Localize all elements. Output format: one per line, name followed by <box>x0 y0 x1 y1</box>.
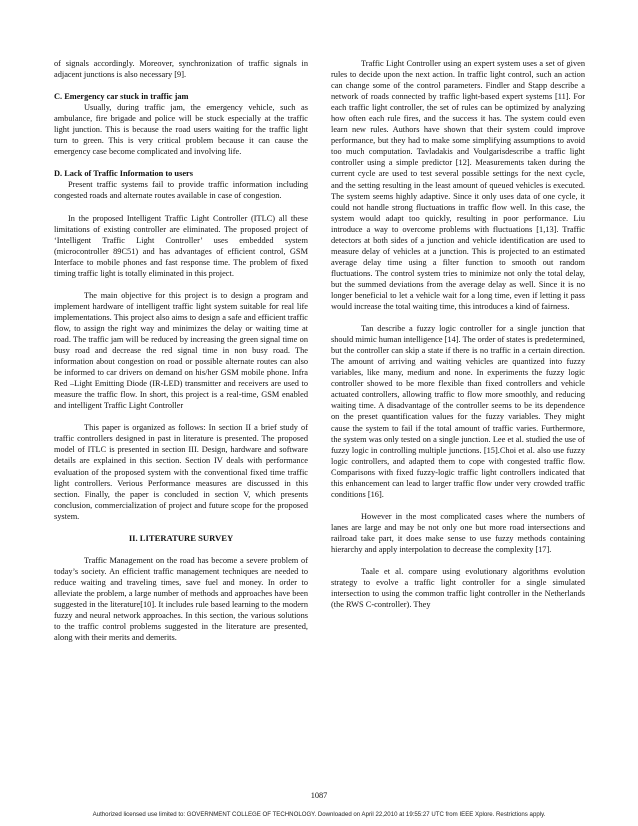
paragraph: Traffic Management on the road has become a severe problem of today’s society. An efficient traffic management techniques are needed to reduce waiting and traveling times, save fuel and money. In order to alleviate the problem, a large number of methods and approaches have been suggested in the literature[10]. It includes rule based learning to the modern fuzzy and neural network approaches. In this section, the various solutions to the traffic control problems suggested in the literature are presented, along with their merits and demerits. <box>54 555 308 643</box>
paragraph: of signals accordingly. Moreover, synchronization of traffic signals in adjacent junctions is also necessary [9]. <box>54 59 308 80</box>
right-column <box>331 58 585 610</box>
paragraph: Traffic Light Controller using an expert system uses a set of given rules to decide upon the next action. In traffic light control, such an action can change some of the control parameters. Findler and Stapp describe a network of roads connected by traffic light-based expert systems [11]. For each traffic light controller, the set of rules can be optimized by analyzing how often each rule fires, and the success it has. The system could even learn new rules. Authors have shown that their system could improve performance, but they had to make some simplifying assumptions to avoid too much computation. Tavladakis and Voulgarisdescribe a traffic light controller using a simple predictor [12]. Measurements taken during the current cycle are used to test several possible settings for the next cycle, and the setting resulting in the least amount of queued vehicles is executed. The system seems highly adaptive. Since it only uses data of one cycle, it could not handle strong fluctuations in traffic flow well. In this case, the system would adapt too quickly, resulting in poor performance. Liu introduce a way to overcome problems with fluctuations [1,13]. Traffic detectors at both sides of a junction and vehicle identification are used to measure delay of vehicles at a junction. This is projected to an estimated average delay time using a filter function to smooth out random fluctuations. The control system tries to minimize not only the total delay, but the summed deviations from the average delay as well. Since it is no longer beneficial to let a vehicle wait for a long time, even if letting it pass would increase the total waiting time, this introduces a kind of fairness. <box>331 59 585 312</box>
section-heading-literature-survey: II. LITERATURE SURVEY <box>128 532 234 543</box>
license-footer: Authorized licensed use limited to: GOVERNMENT COLLEGE OF TECHNOLOGY. Downloaded on April 22,2010 at 19:55:27 UTC from IEEE Xplore. Restrictions apply. <box>92 811 546 818</box>
left-column <box>54 58 308 654</box>
section-heading-d: D. Lack of Traffic Information to users <box>54 169 193 179</box>
paragraph: In the proposed Intelligent Traffic Light Controller (ITLC) all these limitations of existing controller are eliminated. The proposed project of ‘Intelligent Traffic Light Controller’ uses embedded system (microcontroller 89C51) and has advantages of efficient control, GSM Interface to mobile phones and fast response time. The problem of fixed timing traffic light is totally eliminated in this project. <box>54 213 308 278</box>
paragraph: Present traffic systems fail to provide traffic information including congested roads and alternate routes available in case of congestion. <box>54 180 308 201</box>
paragraph: However in the most complicated cases where the numbers of lanes are large and may be not only one but more road intersections and railroad take part, it does make sense to use fuzzy methods containing hierarchy and apply interpolation to decrease the complexity [17]. <box>331 511 585 554</box>
page-number: 1087 <box>310 791 328 800</box>
paragraph: Usually, during traffic jam, the emergency vehicle, such as ambulance, fire brigade and police will be stuck especially at the traffic light junction. This is because the road users waiting for the traffic light turn to green. This is very critical problem because it can cause the emergency case become complicated and involving life. <box>54 103 308 157</box>
section-heading-c: C. Emergency car stuck in traffic jam <box>54 92 189 102</box>
paragraph: This paper is organized as follows: In section II a brief study of traffic controllers designed in past in literature is presented. The proposed model of ITLC is presented in section III. Design, hardware and software details are explained in this section. Section IV deals with performance evaluation of the proposed system with the conventional fixed time traffic light controllers. Verious Performance measures are discussed in this section. Finally, the paper is concluded in section V, which presents conclusion, commercialization of project and future scope for the proposed system. <box>54 423 308 521</box>
paragraph: The main objective for this project is to design a program and implement hardware of intelligent traffic light system suitable for real life implementations. This project also aims to design a safe and efficient traffic flow, to assign the right way and minimizes the delay or waiting time at road. The traffic jam will be reduced by increasing the green signal time on busy road and decrease the red signal time in non busy road. The information about congestion on road or possible alternate routes can also be informed to car drivers on demand on his/her GSM mobile phone. Infra Red –Light Emitting Diode (IR-LED) transmitter and receivers are used to measure the traffic flow. In short, this project is a real-time, GSM enabled and intelligent Traffic Light Controller <box>54 290 308 411</box>
paragraph: Taale et al. compare using evolutionary algorithms evolution strategy to evolve a traffic light controller for a single simulated intersection to using the common traffic light controller in the Netherlands (the RWS C-controller). They <box>331 567 585 610</box>
paragraph: Tan describe a fuzzy logic controller for a single junction that should mimic human intelligence [14]. The order of states is predetermined, but the controller can skip a state if there is no traffic in a certain direction. The amount of arriving and waiting vehicles are quantized into fuzzy variables, like many, medium and none. In experiments the fuzzy logic controller showed to be more flexible than fixed controllers and vehicle actuated controllers, allowing traffic to flow more smoothly, and reducing waiting time. A disadvantage of the controller seems to be its dependence on the preset quantification values for the fuzzy variables. They might cause the system to fail if the total amount of traffic varies. Furthermore, the system was only tested on a single junction. Lee et al. studied the use of fuzzy logic in controlling multiple junctions. [15].Choi et al. also use fuzzy logic controllers, and adapted them to cope with congested traffic flow. Comparisons with fixed fuzzy-logic traffic light controllers indicated that this enhancement can lead to larger traffic flow under very crowded traffic conditions [16]. <box>331 324 585 499</box>
